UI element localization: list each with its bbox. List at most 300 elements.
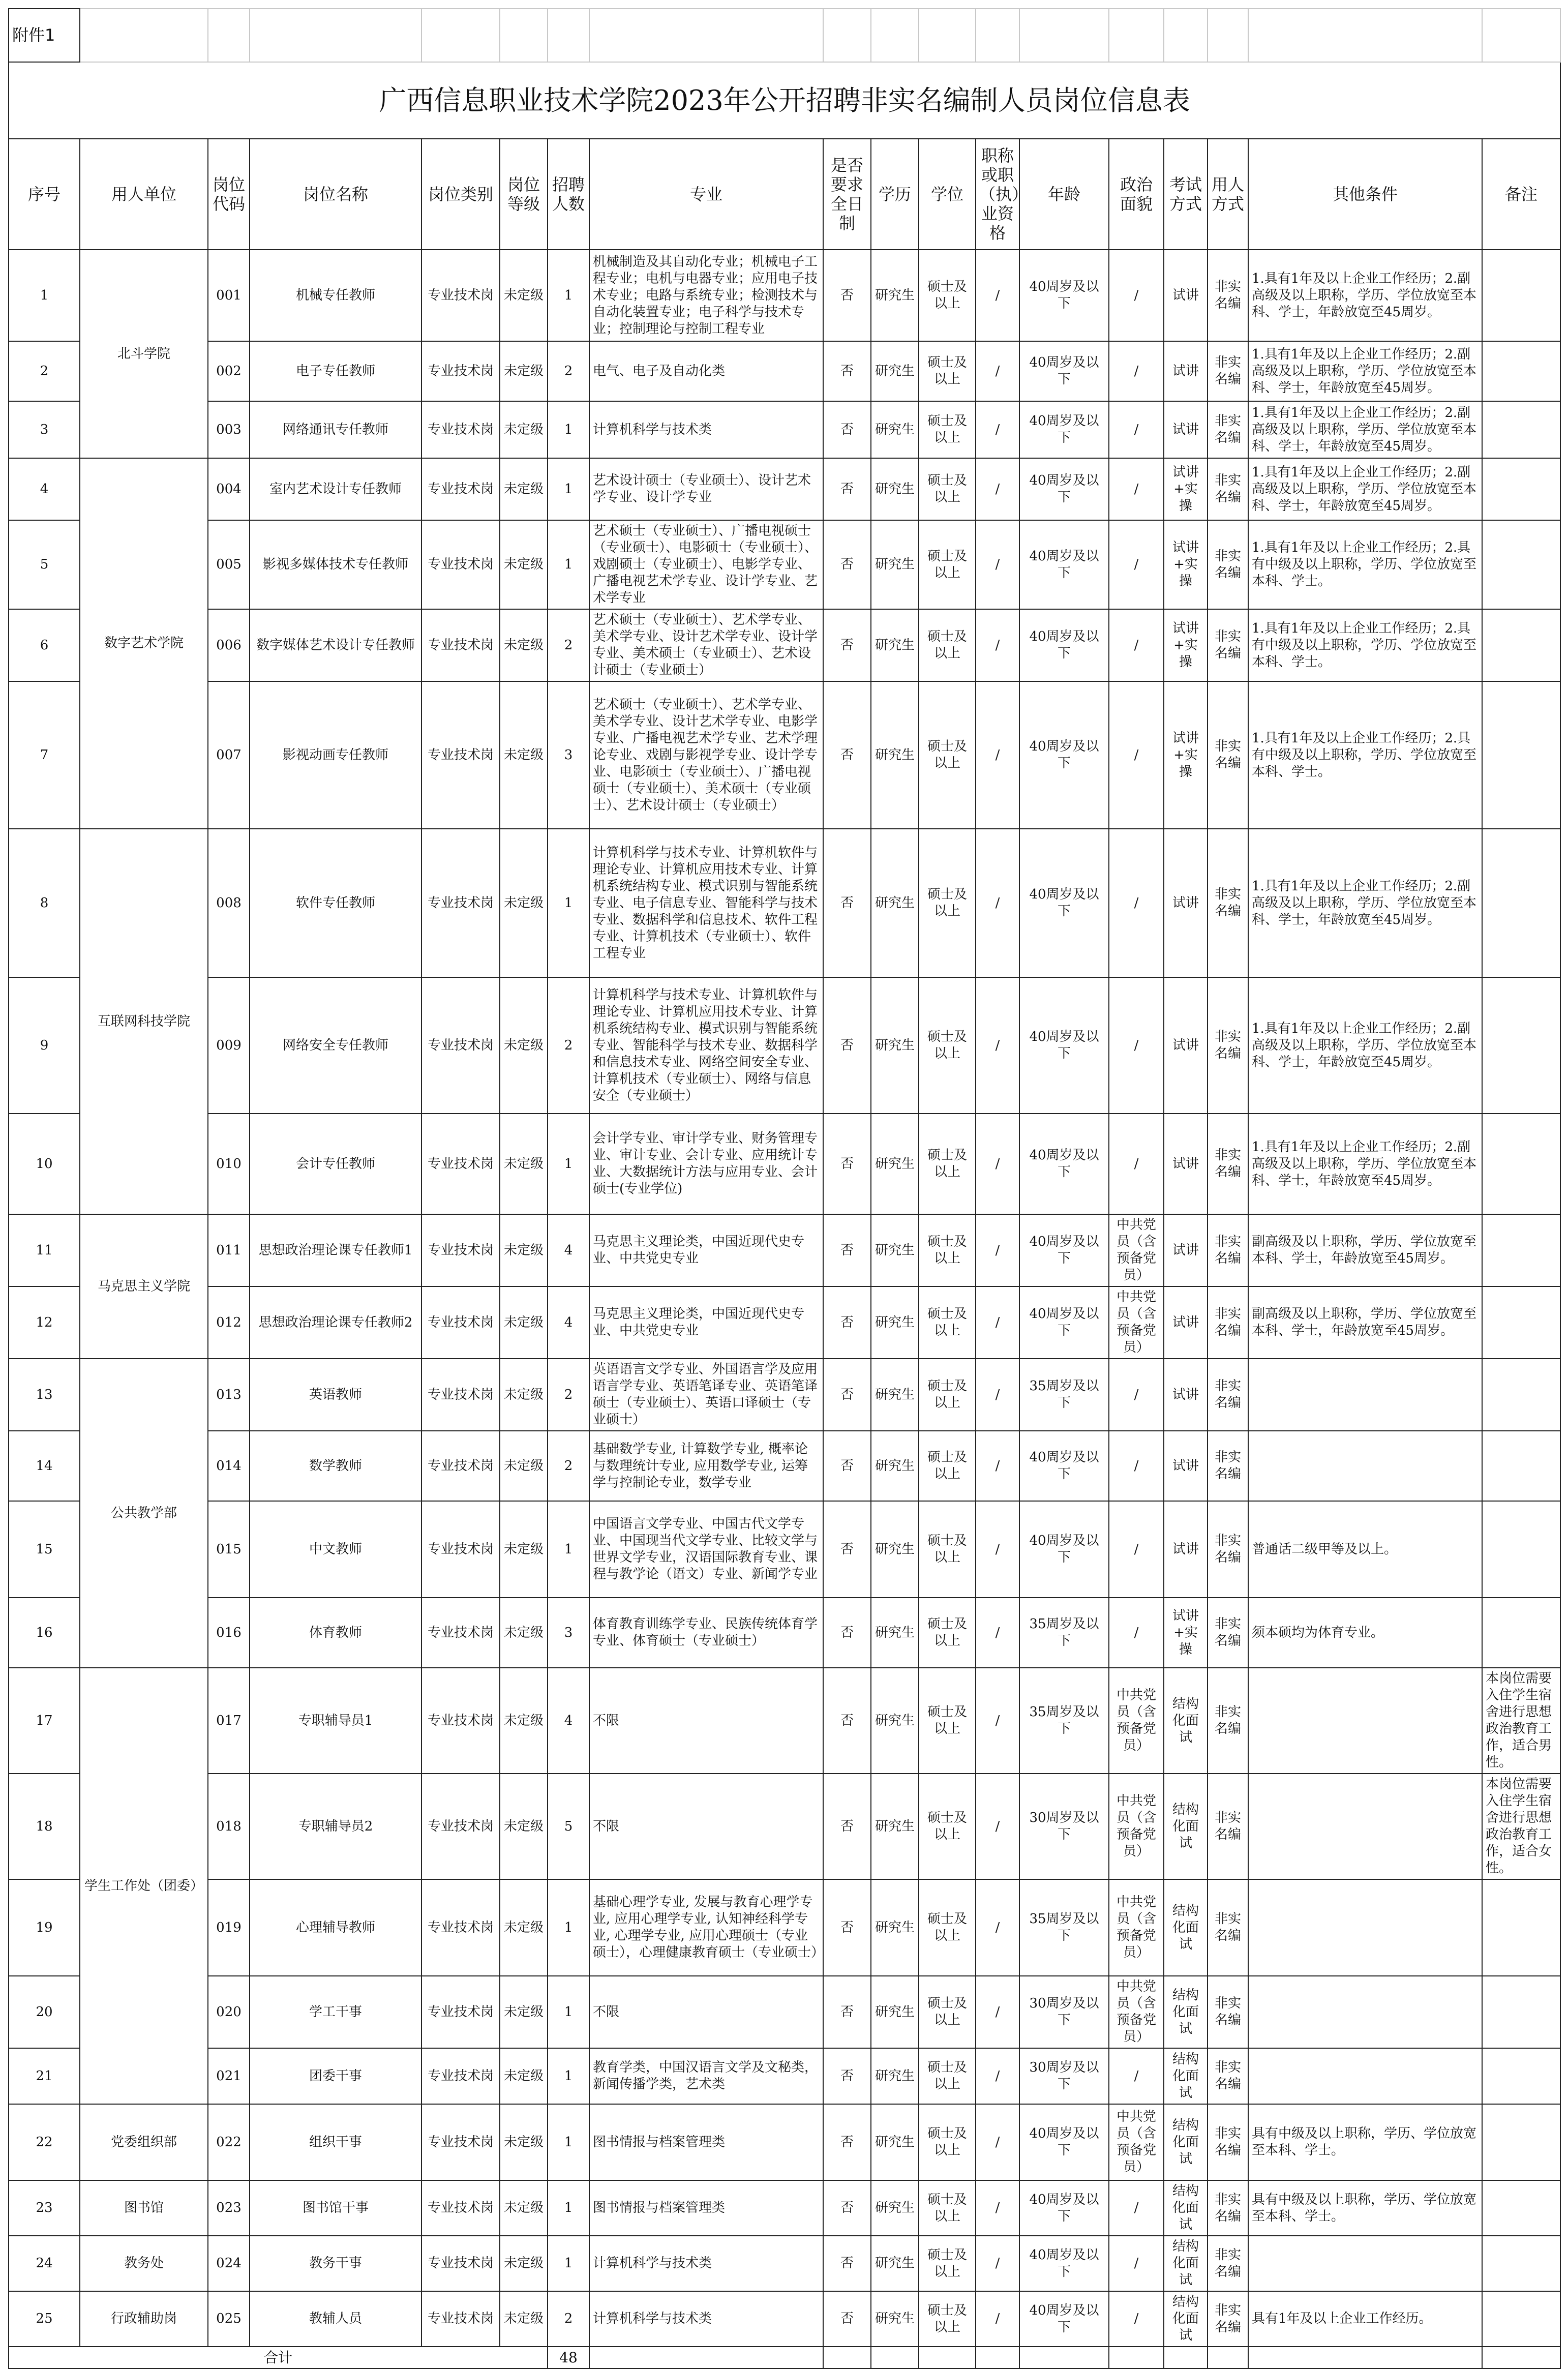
position-name-cell: 学工干事	[250, 1976, 421, 2048]
exam-cell: 试讲+实操	[1164, 520, 1208, 609]
degree-cell: 硕士及以上	[919, 609, 976, 681]
note-cell	[1482, 520, 1560, 609]
seq-cell: 15	[9, 1501, 80, 1598]
grade-cell: 未定级	[500, 977, 548, 1114]
fulltime-cell: 否	[823, 2104, 871, 2180]
position-name-cell: 思想政治理论课专任教师1	[250, 1214, 421, 1286]
note-cell	[1482, 1359, 1560, 1431]
age-cell: 35周岁及以下	[1019, 1879, 1109, 1976]
education-cell: 研究生	[871, 2104, 919, 2180]
other-conditions-cell: 须本硕均为体育专业。	[1248, 1598, 1482, 1668]
education-cell: 研究生	[871, 2236, 919, 2291]
unit-cell: 学生工作处（团委）	[80, 1668, 208, 2104]
education-cell: 研究生	[871, 681, 919, 829]
employment-cell: 非实名编	[1208, 2236, 1248, 2291]
count-cell: 2	[548, 1431, 589, 1501]
exam-cell: 结构化面试	[1164, 1879, 1208, 1976]
table-row	[9, 520, 1560, 609]
qualification-cell: /	[976, 1668, 1019, 1774]
exam-cell: 结构化面试	[1164, 2048, 1208, 2104]
exam-cell: 试讲+实操	[1164, 609, 1208, 681]
total-count: 48	[548, 2347, 589, 2368]
position-name-cell: 会计专任教师	[250, 1114, 421, 1214]
position-name-cell: 机械专任教师	[250, 250, 421, 341]
qualification-cell: /	[976, 1286, 1019, 1359]
age-cell: 40周岁及以下	[1019, 458, 1109, 520]
count-cell: 1	[548, 2048, 589, 2104]
employment-cell: 非实名编	[1208, 609, 1248, 681]
fulltime-cell: 否	[823, 1501, 871, 1598]
political-cell: /	[1109, 1114, 1164, 1214]
employment-cell: 非实名编	[1208, 681, 1248, 829]
category-cell: 专业技术岗	[421, 1214, 500, 1286]
exam-cell: 试讲	[1164, 829, 1208, 977]
note-cell	[1482, 2236, 1560, 2291]
grade-cell: 未定级	[500, 1879, 548, 1976]
header-education: 学历	[871, 139, 919, 250]
table-row	[9, 977, 1560, 1114]
table-row	[9, 2048, 1560, 2104]
empty-cell	[1019, 2347, 1109, 2368]
note-cell	[1482, 829, 1560, 977]
header-code: 岗位代码	[208, 139, 250, 250]
position-name-cell: 图书馆干事	[250, 2180, 421, 2236]
header-employment: 用人方式	[1208, 139, 1248, 250]
recruitment-table	[8, 8, 1561, 2369]
code-cell: 025	[208, 2291, 250, 2347]
other-conditions-cell	[1248, 2048, 1482, 2104]
political-cell: 中共党员（含预备党员）	[1109, 1879, 1164, 1976]
age-cell: 40周岁及以下	[1019, 609, 1109, 681]
table-row	[9, 401, 1560, 458]
education-cell: 研究生	[871, 1359, 919, 1431]
position-name-cell: 影视动画专任教师	[250, 681, 421, 829]
total-row	[9, 2347, 1560, 2368]
header-degree: 学位	[919, 139, 976, 250]
code-cell: 015	[208, 1501, 250, 1598]
header-grade: 岗位等级	[500, 139, 548, 250]
note-cell: 本岗位需要入住学生宿舍进行思想政治教育工作，适合男性。	[1482, 1668, 1560, 1774]
education-cell: 研究生	[871, 1774, 919, 1879]
major-cell: 教育学类，中国汉语言文学及文秘类，新闻传播学类，艺术类	[589, 2048, 823, 2104]
table-row	[9, 681, 1560, 829]
count-cell: 3	[548, 1598, 589, 1668]
position-name-cell: 影视多媒体技术专任教师	[250, 520, 421, 609]
qualification-cell: /	[976, 458, 1019, 520]
seq-cell: 13	[9, 1359, 80, 1431]
qualification-cell: /	[976, 1774, 1019, 1879]
count-cell: 1	[548, 1114, 589, 1214]
table-row	[9, 1114, 1560, 1214]
note-cell	[1482, 609, 1560, 681]
category-cell: 专业技术岗	[421, 1286, 500, 1359]
unit-cell: 数字艺术学院	[80, 458, 208, 829]
degree-cell: 硕士及以上	[919, 1214, 976, 1286]
employment-cell: 非实名编	[1208, 401, 1248, 458]
other-conditions-cell	[1248, 1976, 1482, 2048]
degree-cell: 硕士及以上	[919, 1286, 976, 1359]
political-cell: 中共党员（含预备党员）	[1109, 1976, 1164, 2048]
empty-cell	[1248, 2347, 1482, 2368]
education-cell: 研究生	[871, 977, 919, 1114]
exam-cell: 试讲	[1164, 1286, 1208, 1359]
grade-cell: 未定级	[500, 1598, 548, 1668]
grade-cell: 未定级	[500, 341, 548, 401]
employment-cell: 非实名编	[1208, 1359, 1248, 1431]
category-cell: 专业技术岗	[421, 1359, 500, 1431]
page-title: 广西信息职业技术学院2023年公开招聘非实名编制人员岗位信息表	[9, 62, 1560, 139]
grade-cell: 未定级	[500, 520, 548, 609]
education-cell: 研究生	[871, 2048, 919, 2104]
political-cell: /	[1109, 1501, 1164, 1598]
fulltime-cell: 否	[823, 401, 871, 458]
exam-cell: 试讲+实操	[1164, 1598, 1208, 1668]
table-row	[9, 2236, 1560, 2291]
grade-cell: 未定级	[500, 2104, 548, 2180]
count-cell: 1	[548, 1879, 589, 1976]
age-cell: 40周岁及以下	[1019, 1501, 1109, 1598]
count-cell: 3	[548, 681, 589, 829]
fulltime-cell: 否	[823, 2236, 871, 2291]
degree-cell: 硕士及以上	[919, 1976, 976, 2048]
table-row	[9, 1879, 1560, 1976]
fulltime-cell: 否	[823, 1431, 871, 1501]
seq-cell: 9	[9, 977, 80, 1114]
empty-cell	[976, 2347, 1019, 2368]
major-cell: 艺术硕士（专业硕士）、广播电视硕士（专业硕士）、电影硕士（专业硕士）、戏剧硕士（专业硕士）、电影学专业、广播电视艺术学专业、设计学专业、艺术学专业	[589, 520, 823, 609]
exam-cell: 试讲	[1164, 1214, 1208, 1286]
note-cell	[1482, 2291, 1560, 2347]
note-cell	[1482, 250, 1560, 341]
seq-cell: 11	[9, 1214, 80, 1286]
political-cell: /	[1109, 401, 1164, 458]
qualification-cell: /	[976, 341, 1019, 401]
age-cell: 35周岁及以下	[1019, 1668, 1109, 1774]
table-row	[9, 609, 1560, 681]
political-cell: /	[1109, 977, 1164, 1114]
note-cell: 本岗位需要入住学生宿舍进行思想政治教育工作，适合女性。	[1482, 1774, 1560, 1879]
fulltime-cell: 否	[823, 250, 871, 341]
header-category: 岗位类别	[421, 139, 500, 250]
unit-cell: 马克思主义学院	[80, 1214, 208, 1359]
seq-cell: 5	[9, 520, 80, 609]
code-cell: 017	[208, 1668, 250, 1774]
count-cell: 4	[548, 1668, 589, 1774]
age-cell: 40周岁及以下	[1019, 2180, 1109, 2236]
major-cell: 计算机科学与技术专业、计算机软件与理论专业、计算机应用技术专业、计算机系统结构专业、模式识别与智能系统专业、智能科学与技术专业、数据科学和信息技术专业、网络空间安全专业、计算机技术（专业硕士）、网络与信息安全（专业硕士）	[589, 977, 823, 1114]
code-cell: 016	[208, 1598, 250, 1668]
note-cell	[1482, 401, 1560, 458]
table-row	[9, 1286, 1560, 1359]
qualification-cell: /	[976, 2291, 1019, 2347]
code-cell: 007	[208, 681, 250, 829]
age-cell: 40周岁及以下	[1019, 1286, 1109, 1359]
major-cell: 马克思主义理论类，中国近现代史专业、中共党史专业	[589, 1286, 823, 1359]
employment-cell: 非实名编	[1208, 2291, 1248, 2347]
fulltime-cell: 否	[823, 1879, 871, 1976]
degree-cell: 硕士及以上	[919, 401, 976, 458]
major-cell: 不限	[589, 1976, 823, 2048]
fulltime-cell: 否	[823, 1774, 871, 1879]
political-cell: 中共党员（含预备党员）	[1109, 2104, 1164, 2180]
grade-cell: 未定级	[500, 1976, 548, 2048]
unit-cell: 互联网科技学院	[80, 829, 208, 1214]
unit-cell: 教务处	[80, 2236, 208, 2291]
employment-cell: 非实名编	[1208, 1431, 1248, 1501]
note-cell	[1482, 1879, 1560, 1976]
unit-cell: 公共教学部	[80, 1359, 208, 1668]
category-cell: 专业技术岗	[421, 1774, 500, 1879]
political-cell: /	[1109, 681, 1164, 829]
header-other: 其他条件	[1248, 139, 1482, 250]
employment-cell: 非实名编	[1208, 250, 1248, 341]
employment-cell: 非实名编	[1208, 1214, 1248, 1286]
age-cell: 40周岁及以下	[1019, 681, 1109, 829]
age-cell: 40周岁及以下	[1019, 341, 1109, 401]
position-name-cell: 网络安全专任教师	[250, 977, 421, 1114]
age-cell: 40周岁及以下	[1019, 2291, 1109, 2347]
grade-cell: 未定级	[500, 1286, 548, 1359]
age-cell: 40周岁及以下	[1019, 829, 1109, 977]
count-cell: 1	[548, 2180, 589, 2236]
exam-cell: 结构化面试	[1164, 1668, 1208, 1774]
employment-cell: 非实名编	[1208, 520, 1248, 609]
table-row	[9, 829, 1560, 977]
category-cell: 专业技术岗	[421, 1976, 500, 2048]
category-cell: 专业技术岗	[421, 520, 500, 609]
category-cell: 专业技术岗	[421, 977, 500, 1114]
major-cell: 体育教育训练学专业、民族传统体育学专业、体育硕士（专业硕士）	[589, 1598, 823, 1668]
education-cell: 研究生	[871, 829, 919, 977]
major-cell: 机械制造及其自动化专业；机械电子工程专业；电机与电器专业；应用电子技术专业；电路与系统专业；检测技术与自动化装置专业；电子科学与技术专业；控制理论与控制工程专业	[589, 250, 823, 341]
other-conditions-cell: 1.具有1年及以上企业工作经历；2.具有中级及以上职称，学历、学位放宽至本科、学士。	[1248, 609, 1482, 681]
category-cell: 专业技术岗	[421, 250, 500, 341]
qualification-cell: /	[976, 1501, 1019, 1598]
seq-cell: 4	[9, 458, 80, 520]
qualification-cell: /	[976, 250, 1019, 341]
note-cell	[1482, 2048, 1560, 2104]
fulltime-cell: 否	[823, 1286, 871, 1359]
count-cell: 1	[548, 250, 589, 341]
political-cell: /	[1109, 341, 1164, 401]
grade-cell: 未定级	[500, 1214, 548, 1286]
employment-cell: 非实名编	[1208, 829, 1248, 977]
position-name-cell: 专职辅导员2	[250, 1774, 421, 1879]
seq-cell: 22	[9, 2104, 80, 2180]
position-name-cell: 网络通讯专任教师	[250, 401, 421, 458]
major-cell: 中国语言文学专业、中国古代文学专业、中国现当代文学专业、比较文学与世界文学专业，汉语国际教育专业、课程与教学论（语文）专业、新闻学专业	[589, 1501, 823, 1598]
seq-cell: 16	[9, 1598, 80, 1668]
seq-cell: 18	[9, 1774, 80, 1879]
code-cell: 014	[208, 1431, 250, 1501]
other-conditions-cell: 1.具有1年及以上企业工作经历；2.具有中级及以上职称，学历、学位放宽至本科、学士。	[1248, 681, 1482, 829]
exam-cell: 结构化面试	[1164, 2236, 1208, 2291]
category-cell: 专业技术岗	[421, 609, 500, 681]
political-cell: /	[1109, 1359, 1164, 1431]
grade-cell: 未定级	[500, 401, 548, 458]
qualification-cell: /	[976, 1879, 1019, 1976]
age-cell: 40周岁及以下	[1019, 1214, 1109, 1286]
position-name-cell: 室内艺术设计专任教师	[250, 458, 421, 520]
note-cell	[1482, 681, 1560, 829]
seq-cell: 23	[9, 2180, 80, 2236]
table-row	[9, 1359, 1560, 1431]
note-cell	[1482, 458, 1560, 520]
other-conditions-cell: 1.具有1年及以上企业工作经历；2.副高级及以上职称，学历、学位放宽至本科、学士，年龄放宽至45周岁。	[1248, 829, 1482, 977]
grade-cell: 未定级	[500, 681, 548, 829]
education-cell: 研究生	[871, 250, 919, 341]
employment-cell: 非实名编	[1208, 1774, 1248, 1879]
major-cell: 图书情报与档案管理类	[589, 2180, 823, 2236]
other-conditions-cell: 1.具有1年及以上企业工作经历；2.副高级及以上职称，学历、学位放宽至本科、学士，年龄放宽至45周岁。	[1248, 341, 1482, 401]
employment-cell: 非实名编	[1208, 341, 1248, 401]
seq-cell: 19	[9, 1879, 80, 1976]
fulltime-cell: 否	[823, 1214, 871, 1286]
education-cell: 研究生	[871, 2180, 919, 2236]
category-cell: 专业技术岗	[421, 2048, 500, 2104]
age-cell: 40周岁及以下	[1019, 250, 1109, 341]
header-name: 岗位名称	[250, 139, 421, 250]
count-cell: 5	[548, 1774, 589, 1879]
category-cell: 专业技术岗	[421, 1114, 500, 1214]
other-conditions-cell: 1.具有1年及以上企业工作经历；2.具有中级及以上职称，学历、学位放宽至本科、学士。	[1248, 520, 1482, 609]
major-cell: 基础数学专业, 计算数学专业, 概率论与数理统计专业, 应用数学专业, 运筹学与控制论专业，数学专业	[589, 1431, 823, 1501]
employment-cell: 非实名编	[1208, 2048, 1248, 2104]
fulltime-cell: 否	[823, 681, 871, 829]
fulltime-cell: 否	[823, 1598, 871, 1668]
major-cell: 计算机科学与技术类	[589, 2236, 823, 2291]
other-conditions-cell	[1248, 2236, 1482, 2291]
fulltime-cell: 否	[823, 829, 871, 977]
qualification-cell: /	[976, 829, 1019, 977]
qualification-cell: /	[976, 1114, 1019, 1214]
position-name-cell: 中文教师	[250, 1501, 421, 1598]
major-cell: 马克思主义理论类，中国近现代史专业、中共党史专业	[589, 1214, 823, 1286]
code-cell: 009	[208, 977, 250, 1114]
exam-cell: 结构化面试	[1164, 1976, 1208, 2048]
political-cell: 中共党员（含预备党员）	[1109, 1214, 1164, 1286]
other-conditions-cell: 副高级及以上职称，学历、学位放宽至本科、学士，年龄放宽至45周岁。	[1248, 1286, 1482, 1359]
count-cell: 4	[548, 1286, 589, 1359]
employment-cell: 非实名编	[1208, 2180, 1248, 2236]
political-cell: /	[1109, 609, 1164, 681]
note-cell	[1482, 1286, 1560, 1359]
code-cell: 024	[208, 2236, 250, 2291]
age-cell: 35周岁及以下	[1019, 1359, 1109, 1431]
other-conditions-cell: 1.具有1年及以上企业工作经历；2.副高级及以上职称，学历、学位放宽至本科、学士，年龄放宽至45周岁。	[1248, 458, 1482, 520]
header-unit: 用人单位	[80, 139, 208, 250]
count-cell: 2	[548, 1359, 589, 1431]
exam-cell: 试讲+实操	[1164, 681, 1208, 829]
grade-cell: 未定级	[500, 1114, 548, 1214]
age-cell: 30周岁及以下	[1019, 1774, 1109, 1879]
exam-cell: 试讲	[1164, 1114, 1208, 1214]
count-cell: 2	[548, 977, 589, 1114]
degree-cell: 硕士及以上	[919, 458, 976, 520]
category-cell: 专业技术岗	[421, 1501, 500, 1598]
code-cell: 006	[208, 609, 250, 681]
employment-cell: 非实名编	[1208, 1501, 1248, 1598]
qualification-cell: /	[976, 609, 1019, 681]
age-cell: 30周岁及以下	[1019, 2048, 1109, 2104]
seq-cell: 6	[9, 609, 80, 681]
qualification-cell: /	[976, 2236, 1019, 2291]
code-cell: 021	[208, 2048, 250, 2104]
grade-cell: 未定级	[500, 1774, 548, 1879]
code-cell: 002	[208, 341, 250, 401]
seq-cell: 1	[9, 250, 80, 341]
fulltime-cell: 否	[823, 1114, 871, 1214]
exam-cell: 结构化面试	[1164, 2291, 1208, 2347]
qualification-cell: /	[976, 977, 1019, 1114]
degree-cell: 硕士及以上	[919, 1359, 976, 1431]
unit-cell: 党委组织部	[80, 2104, 208, 2180]
political-cell: /	[1109, 2236, 1164, 2291]
note-cell	[1482, 1431, 1560, 1501]
degree-cell: 硕士及以上	[919, 1431, 976, 1501]
code-cell: 022	[208, 2104, 250, 2180]
major-cell: 电气、电子及自动化类	[589, 341, 823, 401]
qualification-cell: /	[976, 401, 1019, 458]
annex-label: 附件1	[9, 9, 80, 62]
qualification-cell: /	[976, 1598, 1019, 1668]
unit-cell: 北斗学院	[80, 250, 208, 458]
position-name-cell: 教务干事	[250, 2236, 421, 2291]
note-cell	[1482, 1114, 1560, 1214]
grade-cell: 未定级	[500, 250, 548, 341]
other-conditions-cell	[1248, 1359, 1482, 1431]
education-cell: 研究生	[871, 609, 919, 681]
position-name-cell: 心理辅导教师	[250, 1879, 421, 1976]
note-cell	[1482, 977, 1560, 1114]
code-cell: 008	[208, 829, 250, 977]
table-row	[9, 1598, 1560, 1668]
category-cell: 专业技术岗	[421, 2291, 500, 2347]
other-conditions-cell	[1248, 1431, 1482, 1501]
header-count: 招聘人数	[548, 139, 589, 250]
fulltime-cell: 否	[823, 977, 871, 1114]
seq-cell: 20	[9, 1976, 80, 2048]
position-name-cell: 英语教师	[250, 1359, 421, 1431]
education-cell: 研究生	[871, 1214, 919, 1286]
code-cell: 003	[208, 401, 250, 458]
qualification-cell: /	[976, 520, 1019, 609]
table-row	[9, 250, 1560, 341]
political-cell: /	[1109, 2180, 1164, 2236]
exam-cell: 结构化面试	[1164, 1774, 1208, 1879]
other-conditions-cell: 具有中级及以上职称，学历、学位放宽至本科、学士。	[1248, 2104, 1482, 2180]
category-cell: 专业技术岗	[421, 401, 500, 458]
age-cell: 30周岁及以下	[1019, 1976, 1109, 2048]
code-cell: 001	[208, 250, 250, 341]
other-conditions-cell: 1.具有1年及以上企业工作经历；2.副高级及以上职称，学历、学位放宽至本科、学士，年龄放宽至45周岁。	[1248, 401, 1482, 458]
code-cell: 011	[208, 1214, 250, 1286]
unit-cell: 行政辅助岗	[80, 2291, 208, 2347]
note-cell	[1482, 2180, 1560, 2236]
count-cell: 1	[548, 2104, 589, 2180]
political-cell: /	[1109, 2048, 1164, 2104]
count-cell: 1	[548, 458, 589, 520]
age-cell: 40周岁及以下	[1019, 2104, 1109, 2180]
table-row	[9, 2104, 1560, 2180]
qualification-cell: /	[976, 2180, 1019, 2236]
header-fulltime: 是否要求全日制	[823, 139, 871, 250]
recruitment-sheet	[8, 8, 1560, 2369]
empty-cell	[823, 2347, 871, 2368]
education-cell: 研究生	[871, 520, 919, 609]
table-row	[9, 341, 1560, 401]
exam-cell: 结构化面试	[1164, 2104, 1208, 2180]
